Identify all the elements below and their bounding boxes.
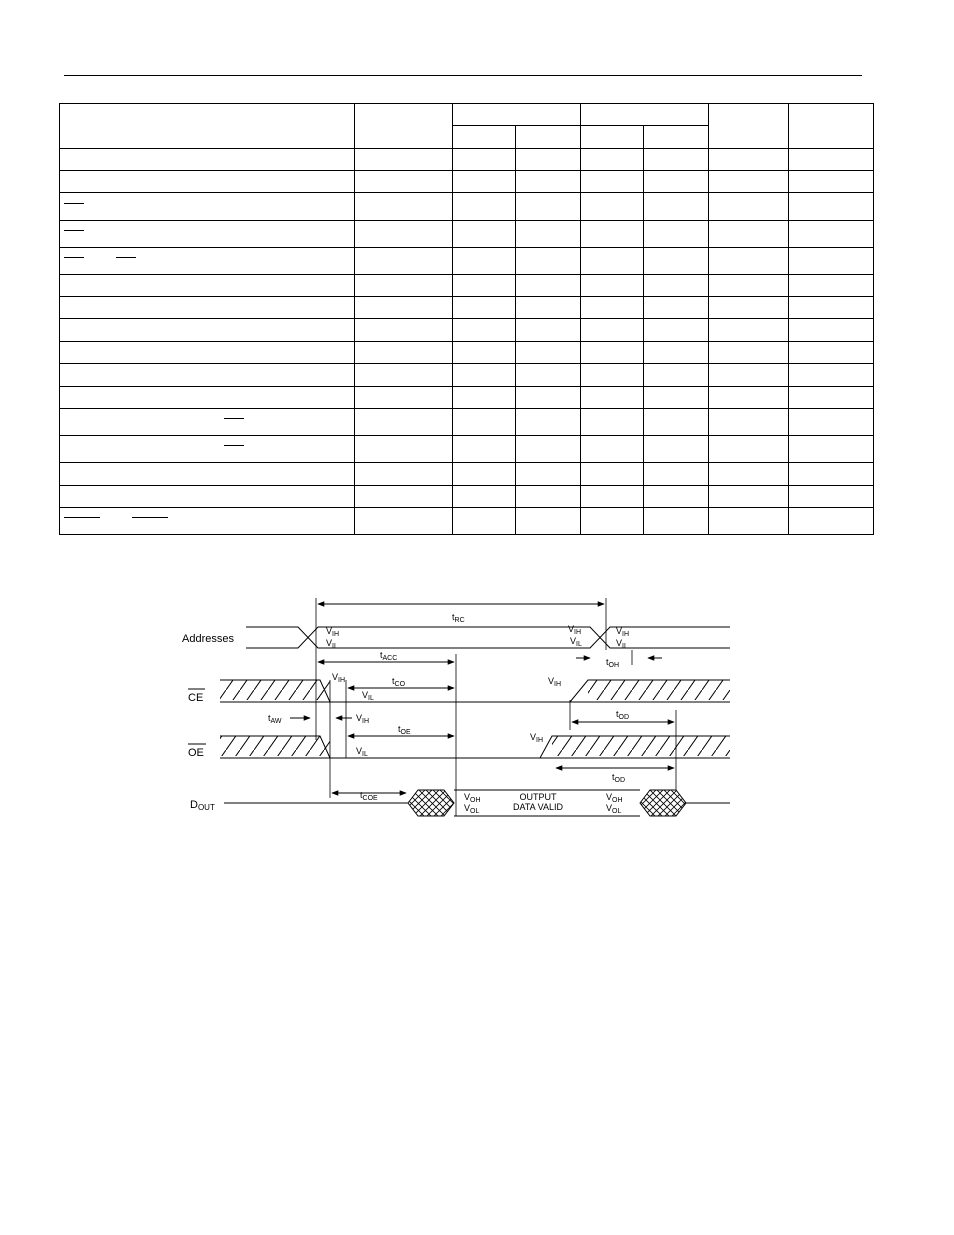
toe-label: $t_{OE}$	[398, 724, 411, 736]
value-cell	[355, 341, 453, 363]
value-cell	[516, 319, 581, 341]
value-cell	[789, 171, 874, 193]
parameter-cell	[60, 485, 355, 507]
oe-label: OE	[188, 747, 204, 759]
value-cell	[581, 363, 644, 386]
value-cell	[709, 193, 789, 221]
table-row	[60, 149, 874, 171]
table-row	[60, 462, 874, 485]
header-symbol	[355, 104, 453, 149]
value-cell	[355, 297, 453, 319]
value-cell	[789, 435, 874, 462]
header-units	[709, 104, 789, 149]
table-row	[60, 221, 874, 248]
value-cell	[581, 341, 644, 363]
parameter-cell	[60, 363, 355, 386]
parameter-cell	[60, 408, 355, 435]
value-cell	[355, 408, 453, 435]
taw-label: $t_{AW}$	[268, 713, 282, 725]
value-cell	[453, 386, 516, 408]
value-cell	[355, 171, 453, 193]
svg-text:VIL: $V_{IL}$	[570, 636, 582, 648]
value-cell	[453, 341, 516, 363]
value-cell	[644, 319, 709, 341]
value-cell	[581, 149, 644, 171]
value-cell	[516, 275, 581, 297]
value-cell	[516, 462, 581, 485]
trc-label: $t_{RC}$	[452, 612, 465, 624]
value-cell	[355, 275, 453, 297]
table-row	[60, 363, 874, 386]
output-valid-label-1: OUTPUT	[519, 792, 557, 802]
value-cell	[644, 435, 709, 462]
overbar-mark	[116, 257, 136, 258]
value-cell	[789, 341, 874, 363]
value-cell	[453, 462, 516, 485]
value-cell	[581, 221, 644, 248]
value-cell	[516, 193, 581, 221]
value-cell	[709, 248, 789, 275]
header-parameter	[60, 104, 355, 149]
header-max-1	[516, 126, 581, 149]
overbar-mark	[224, 418, 244, 419]
value-cell	[355, 435, 453, 462]
svg-text:VOL: $V_{OL}$	[606, 803, 622, 815]
value-cell	[453, 149, 516, 171]
value-cell	[453, 485, 516, 507]
value-cell	[453, 363, 516, 386]
tco-label: $t_{CO}$	[392, 676, 406, 688]
overbar-mark	[64, 203, 84, 204]
value-cell	[709, 319, 789, 341]
value-cell	[709, 435, 789, 462]
header-min-2	[581, 126, 644, 149]
value-cell	[581, 193, 644, 221]
value-cell	[789, 149, 874, 171]
parameter-cell	[60, 435, 355, 462]
value-cell	[355, 193, 453, 221]
addresses-label: Addresses	[182, 633, 234, 645]
header-min-1	[453, 126, 516, 149]
value-cell	[516, 149, 581, 171]
value-cell	[644, 275, 709, 297]
table-row	[60, 171, 874, 193]
value-cell	[355, 507, 453, 534]
header-rule	[64, 75, 862, 76]
svg-text:VIL: $V_{IL}$	[356, 746, 368, 758]
header-group-2	[581, 104, 709, 126]
dout-label: DOUT	[190, 799, 215, 812]
value-cell	[355, 319, 453, 341]
oe-waveform	[220, 736, 730, 758]
addresses-waveform	[246, 627, 730, 648]
value-cell	[789, 408, 874, 435]
value-cell	[581, 408, 644, 435]
output-valid-label-2: DATA VALID	[512, 802, 564, 812]
parameter-cell	[60, 297, 355, 319]
value-cell	[581, 248, 644, 275]
svg-text:VIH: $V_{IH}$	[568, 624, 582, 636]
value-cell	[789, 507, 874, 534]
value-cell	[516, 297, 581, 319]
value-cell	[789, 485, 874, 507]
value-cell	[789, 386, 874, 408]
table-row	[60, 319, 874, 341]
value-cell	[644, 408, 709, 435]
tacc-label: $t_{ACC}$	[380, 650, 398, 662]
svg-text:VOH: $V_{OH}$	[464, 792, 481, 804]
value-cell	[709, 221, 789, 248]
svg-text:VIH: $V_{IH}$	[332, 672, 346, 684]
parameter-cell	[60, 462, 355, 485]
overbar-mark	[224, 445, 244, 446]
value-cell	[789, 221, 874, 248]
svg-text:VIH: $V_{IH}$	[356, 713, 370, 725]
table-row	[60, 248, 874, 275]
overbar-mark	[64, 230, 84, 231]
svg-text:VIH: $V_{IH}$	[548, 676, 562, 688]
table-row	[60, 485, 874, 507]
value-cell	[355, 462, 453, 485]
value-cell	[581, 386, 644, 408]
value-cell	[644, 149, 709, 171]
value-cell	[453, 319, 516, 341]
table-row	[60, 408, 874, 435]
value-cell	[789, 319, 874, 341]
svg-text:VIH: $V_{IH}$	[530, 732, 544, 744]
value-cell	[516, 171, 581, 193]
tod-label-oe: $t_{OD}$	[612, 772, 626, 784]
table-row	[60, 341, 874, 363]
value-cell	[709, 408, 789, 435]
value-cell	[516, 221, 581, 248]
value-cell	[709, 462, 789, 485]
tcoe-label: $t_{COE}$	[360, 790, 378, 802]
value-cell	[644, 363, 709, 386]
value-cell	[581, 462, 644, 485]
value-cell	[355, 221, 453, 248]
voltage-labels	[326, 624, 629, 815]
header-notes	[789, 104, 874, 149]
table-row	[60, 386, 874, 408]
value-cell	[709, 363, 789, 386]
value-cell	[789, 193, 874, 221]
header-group-1	[453, 104, 581, 126]
value-cell	[789, 297, 874, 319]
parameter-cell	[60, 149, 355, 171]
table-row	[60, 507, 874, 534]
value-cell	[709, 386, 789, 408]
value-cell	[355, 149, 453, 171]
svg-text:VOL: $V_{OL}$	[464, 803, 480, 815]
value-cell	[644, 171, 709, 193]
overbar-mark	[64, 257, 84, 258]
ce-waveform	[220, 680, 730, 702]
value-cell	[453, 193, 516, 221]
ce-label: CE	[188, 692, 204, 704]
value-cell	[581, 171, 644, 193]
value-cell	[644, 341, 709, 363]
value-cell	[709, 297, 789, 319]
value-cell	[581, 435, 644, 462]
value-cell	[453, 297, 516, 319]
value-cell	[789, 363, 874, 386]
value-cell	[516, 408, 581, 435]
value-cell	[516, 341, 581, 363]
table-row	[60, 297, 874, 319]
value-cell	[709, 485, 789, 507]
value-cell	[709, 507, 789, 534]
value-cell	[709, 171, 789, 193]
ac-characteristics-table	[59, 103, 874, 535]
value-cell	[453, 435, 516, 462]
svg-text:VIL: $V_{IL}$	[362, 690, 374, 702]
parameter-cell	[60, 171, 355, 193]
parameter-cell	[60, 248, 355, 275]
value-cell	[355, 485, 453, 507]
value-cell	[581, 319, 644, 341]
value-cell	[789, 248, 874, 275]
value-cell	[355, 386, 453, 408]
value-cell	[581, 275, 644, 297]
value-cell	[644, 386, 709, 408]
table-row	[60, 193, 874, 221]
value-cell	[644, 462, 709, 485]
toh-label: $t_{OH}$	[606, 657, 620, 669]
value-cell	[581, 485, 644, 507]
value-cell	[644, 248, 709, 275]
value-cell	[709, 275, 789, 297]
value-cell	[453, 221, 516, 248]
parameter-cell	[60, 275, 355, 297]
value-cell	[644, 193, 709, 221]
value-cell	[516, 435, 581, 462]
read-cycle-timing-diagram	[170, 590, 750, 830]
svg-text:VIL: $V_{IL}$	[616, 638, 628, 650]
table-body	[60, 149, 874, 535]
value-cell	[453, 275, 516, 297]
parameter-cell	[60, 341, 355, 363]
value-cell	[644, 485, 709, 507]
overbar-mark	[132, 517, 168, 518]
svg-text:VIL: $V_{IL}$	[326, 638, 338, 650]
parameter-cell	[60, 193, 355, 221]
value-cell	[709, 341, 789, 363]
value-cell	[516, 507, 581, 534]
parameter-cell	[60, 221, 355, 248]
value-cell	[789, 462, 874, 485]
value-cell	[644, 221, 709, 248]
value-cell	[516, 485, 581, 507]
table-row	[60, 435, 874, 462]
value-cell	[355, 363, 453, 386]
value-cell	[709, 149, 789, 171]
svg-text:VIH: $V_{IH}$	[326, 626, 340, 638]
table-row	[60, 275, 874, 297]
value-cell	[516, 248, 581, 275]
value-cell	[453, 507, 516, 534]
value-cell	[355, 248, 453, 275]
value-cell	[644, 507, 709, 534]
value-cell	[516, 386, 581, 408]
parameter-cell	[60, 386, 355, 408]
value-cell	[581, 297, 644, 319]
value-cell	[453, 171, 516, 193]
value-cell	[644, 297, 709, 319]
parameter-cell	[60, 507, 355, 534]
svg-text:VOH: $V_{OH}$	[606, 792, 623, 804]
value-cell	[789, 275, 874, 297]
value-cell	[516, 363, 581, 386]
value-cell	[453, 248, 516, 275]
value-cell	[453, 408, 516, 435]
header-max-2	[644, 126, 709, 149]
tod-label-ce: $t_{OD}$	[616, 709, 630, 721]
value-cell	[581, 507, 644, 534]
table-header-row	[60, 104, 874, 126]
parameter-cell	[60, 319, 355, 341]
overbar-mark	[64, 517, 100, 518]
svg-text:VIH: $V_{IH}$	[616, 626, 630, 638]
